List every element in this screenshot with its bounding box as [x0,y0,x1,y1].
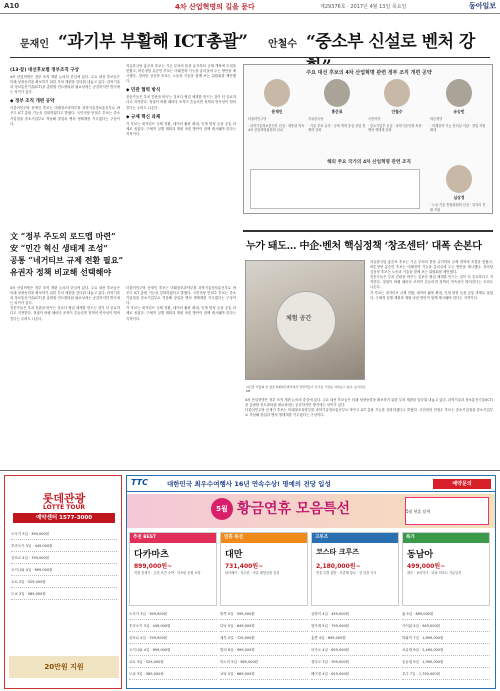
candidate-pledge: · 중소기업부 신설 · 과학기술인재 육성 · 벤처 생태계 강화 [368,123,424,132]
candidate-card [430,165,488,212]
tour-tile[interactable] [402,532,490,606]
candidate-party: 국민의당 [368,117,381,121]
tile-tag: 연휴 특선 [221,533,307,543]
infobox-title: 주요 대선 후보의 4차 산업혁명 관련 정부 조직 개편 공약 [306,70,432,76]
candidate-party: 더불어민주당 [248,117,267,121]
list-item: 오키나와 4일 · 699,000원 [11,564,117,576]
article-paragraph: 더불어민주당 문재인 후보는 미래창조과학부를 과학기술정보통신부로 바꾸고 ICT 총괄 기능을 강화하겠다고 밝혔다. 국민의당 안철수 후보는 중소기업청을 중소기업부로 격상해 창업과 벤처 생태계를 키우겠다는 구상이다. [126,286,236,306]
list-item[interactable]: 사이판 5일 · 949,000원 [402,620,490,632]
candidate-photo [446,79,472,107]
article-column-2 [126,64,236,137]
second-article-header [243,230,493,256]
article-paragraph: 4차 산업혁명은 정부 조직 개편 논의의 중심에 있다. 주요 대선 후보들은 미래 성장동력을 확보하기 위한 부처 재편을 앞다퉈 내놓고 있다. 과학기술과 정보통신기술(ICT)을 총괄할 컨트롤타워 필요성에는 공감하지만 방식에는 차이가 있다. [10,75,120,95]
ttc-banner [127,494,495,528]
pull-quote: 安 “민간 혁신 생태계 조성” [10,243,108,253]
pull-quotes [10,230,240,278]
pull-quote: 공통 “네거티브 규제 전환 필요” [10,255,124,265]
banner-title: 황금연휴 모음특선 [237,501,351,517]
article-paragraph: 더불어민주당 문재인 후보는 미래창조과학부를 과학기술정보통신부로 바꾸고 ICT 총괄 기능을 강화하겠다고 밝혔다. 국민의당 안철수 후보는 중소기업청을 중소기업부로 격상해 창업과 벤처 생태계를 키우겠다는 구상이다. [10,106,120,126]
tile-price: 2,180,000원~ [316,563,361,570]
infobox-subtitle: 해외 주요 국가의 4차 산업혁명 관련 조직 [327,160,411,165]
candidate-photo [384,79,410,107]
tile-desc: 연휴 특별 출발 · 지중해 항로 · 전 일정 식사 [316,571,377,575]
candidate-pledge: · 기존 부처 유지 · 규제 개혁 중심 산업 경쟁력 강화 [308,123,366,132]
article-paragraph: 전문가들은 부처 간판을 바꾸는 것보다 협업 체계를 만드는 것이 더 중요하다고 지적한다. 정권이 바뀔 때마다 조직이 흔들리면 정책의 연속성이 떨어진다는 우려도 나온다. [370,275,493,290]
article-column-1 [10,64,120,127]
list-item[interactable]: 상하이 4일 · 459,000원 [311,608,399,620]
article-column-4 [126,286,236,322]
list-item[interactable]: 교토 3일 · 529,000원 [129,656,217,668]
tile-name: 다카마츠 [134,550,169,560]
pull-quote: 文 “정부 주도의 로드맵 마련” [10,231,116,241]
ttc-logo: TTC [131,478,148,487]
tour-list-column [129,608,217,686]
tile-price: 731,400원~ [225,563,264,570]
list-item[interactable]: 베이징 4일 · 619,000원 [311,668,399,680]
article-paragraph: 전문가들은 부처 간판을 바꾸는 것보다 협업 체계를 만드는 것이 더 중요하다고 지적한다. 정권이 바뀔 때마다 조직이 흔들리면 정책의 연속성이 떨어진다는 우려도 나온다. [126,95,236,110]
candidate-name: 유승민 [453,109,465,114]
tour-tile[interactable] [129,532,217,606]
article-paragraph: 더불어민주당 문재인 후보는 미래창조과학부를 과학기술정보통신부로 바꾸고 ICT 총괄 기능을 강화하겠다고 밝혔다. 국민의당 안철수 후보는 중소기업청을 중소기업부로 격상해 창업과 벤처 생태계를 키우겠다는 구상이다. [245,408,493,418]
tile-name: 코스타 크루즈 [316,547,360,556]
lotte-brand-en: LOTTE TOUR [43,504,85,511]
overseas-organization-table [250,169,420,209]
article-subhead: ◆ 민관 협력 방식 [126,88,161,94]
list-item[interactable]: 오사카 3일 · 399,000원 [129,608,217,620]
candidate-pledge: · 노동·기술 통합위원회 신설 · 일자리 전환 지원 [430,203,486,212]
article-lead: (13·끝) 대선후보별 정부조직 구상 [10,68,79,73]
list-item[interactable]: 세부 5일 · 729,000원 [220,632,308,644]
list-item[interactable]: 하노이 5일 · 569,000원 [220,656,308,668]
list-item[interactable]: 장가계 5일 · 799,000원 [311,620,399,632]
tour-tile[interactable] [311,532,399,606]
list-item[interactable]: 도쿄 3일 · 589,000원 [129,668,217,680]
list-item: 오사카 3일 · 399,000원 [11,528,117,540]
article-subhead: ◆ 정부 조직 개편 공약 [10,99,55,105]
article-paragraph: 각 후보는 네거티브 규제 전환, 데이터 활용 확대, 인재 양성 등을 공통 과제로 꼽았다. 구체적 실행 계획과 재원 마련 방안이 함께 제시돼야 한다는 지적이다. [126,306,236,321]
article-paragraph: 각 후보는 네거티브 규제 전환, 데이터 활용 확대, 인재 양성 등을 공통 과제로 꼽았다. 구체적 실행 계획과 재원 마련 방안이 함께 제시돼야 한다는 지적이다. [126,121,236,136]
photo-sign-text: 체험 공간 [286,315,312,322]
article-subhead: ◆ 규제 혁신 과제 [126,114,161,120]
article-column-3 [10,286,120,322]
tile-name: 동남아 [407,550,434,560]
list-item: 교토 3일 · 529,000원 [11,576,117,588]
headline-left-quote: “과기부 부활해 ICT총괄” [58,32,248,52]
tile-price: 499,000원~ [407,563,446,570]
list-item[interactable]: 서유럽 9일 · 2,490,000원 [402,644,490,656]
section-title: 4차 산업혁명의 길을 묻다 [175,3,255,11]
tour-list [129,608,493,686]
candidate-card [248,79,306,133]
list-item[interactable]: 호주 7일 · 1,790,000원 [402,668,490,680]
tile-desc: 직항 전세기 · 온천 료칸 숙박 · 리쓰린 공원 포함 [134,571,201,575]
list-item[interactable]: 하와이 7일 · 1,899,000원 [402,632,490,644]
list-item[interactable]: 코타 5일 · 689,000원 [220,668,308,680]
candidate-name: 안철수 [391,109,403,114]
candidate-infobox [243,64,493,214]
candidate-photo [264,79,290,107]
month-badge: 5월 [211,498,233,520]
tour-tile[interactable] [220,532,308,606]
headline [10,16,490,58]
tile-name: 대만 [225,550,243,560]
lotte-list [11,528,117,600]
list-item[interactable]: 삿포로 4일 · 799,000원 [129,632,217,644]
tour-list-column [311,608,399,686]
lotte-tour-ad[interactable] [4,475,122,689]
candidate-photo [324,79,350,107]
list-item[interactable]: 마카오 4일 · 659,000원 [311,644,399,656]
tile-price: 899,000원~ [134,563,173,570]
headline-left-name: 문재인 [20,39,49,50]
article-paragraph: 자유한국당 홍준표 후보는 기존 부처의 틀을 유지하되 규제 개혁에 초점을 맞췄고, 바른정당 유승민 후보는 미래전략 기능을 총리실에 두는 방안을 제시했다. 정의당 심상정 후보는 노동과 기술을 함께 보는 위원회를 제안했다. [370,260,493,275]
tile-tag: 크루즈 [312,533,398,543]
list-item[interactable]: 오키나와 4일 · 699,000원 [129,644,217,656]
article-paragraph: 전문가들은 부처 간판을 바꾸는 것보다 협업 체계를 만드는 것이 더 중요하다고 지적한다. 정권이 바뀔 때마다 조직이 흔들리면 정책의 연속성이 떨어진다는 우려도 나온다. [10,306,120,321]
ttc-header [127,476,495,492]
article-paragraph: 4차 산업혁명은 정부 조직 개편 논의의 중심에 있다. 주요 대선 후보들은 미래 성장동력을 확보하기 위한 부처 재편을 앞다퉈 내놓고 있다. 과학기술과 정보통신기술(ICT)을 총괄할 컨트롤타워 필요성에는 공감하지만 방식에는 차이가 있다. [245,398,493,408]
tile-tag: 특가 [403,533,489,543]
list-item[interactable]: 다낭 5일 · 649,000원 [220,620,308,632]
photo-caption: 지난달 서울의 한 창조경제혁신센터에서 관람객들이 신기술 시연을 지켜보고 있다. 동아일보 DB [246,385,366,393]
lotte-promo: 20만원 지원 [9,656,119,678]
candidate-name: 홍준표 [331,109,343,114]
candidate-photo [446,165,472,193]
article-paragraph: 4차 산업혁명은 정부 조직 개편 논의의 중심에 있다. 주요 대선 후보들은 미래 성장동력을 확보하기 위한 부처 재편을 앞다퉈 내놓고 있다. 과학기술과 정보통신기술(ICT)을 총괄할 컨트롤타워 필요성에는 공감하지만 방식에는 차이가 있다. [10,286,120,306]
list-item: 후쿠오카 3일 · 449,000원 [11,540,117,552]
second-article-column-1 [370,260,493,301]
tile-desc: 타이베이 · 지우펀 · 야류 해양공원 일정 [225,571,280,575]
candidate-party: 자유한국당 [308,117,324,121]
candidate-card [430,79,488,133]
headline-right-name: 안철수 [268,39,297,50]
second-article-title: 누가 돼도… 中企·벤처 핵심정책 ‘창조센터’ 대폭 손본다 [246,241,482,252]
ttc-contact-button[interactable]: 예약문의 [433,479,491,489]
pull-quote: 유권자 정책 비교해 선택해야 [10,267,112,277]
tile-desc: 세부 · 보라카이 · 다낭 리조트 자유일정 [407,571,462,575]
list-item[interactable]: 동유럽 9일 · 1,990,000원 [402,656,490,668]
list-item[interactable]: 칭다오 3일 · 399,000원 [311,656,399,668]
holiday-calendar [405,497,489,525]
issue-date: 제29376호 · 2017년 4월 13일 목요일 [320,4,407,10]
newspaper-logo: 동아일보 [468,1,496,10]
headline-right-quote: “중소부 신설로 벤처 강 [306,32,475,52]
tour-list-column [402,608,490,686]
list-item[interactable]: 홍콩 4일 · 699,000원 [311,632,399,644]
candidate-party: 바른정당 [430,117,443,121]
second-article-column-2 [245,398,493,418]
page-header [0,0,500,14]
list-item[interactable]: 발리 6일 · 999,000원 [220,644,308,656]
candidate-card [368,79,426,133]
list-item[interactable]: 괌 5일 · 899,000원 [402,608,490,620]
page-number: A10 [4,2,20,10]
candidate-card [308,79,366,133]
list-item: 도쿄 3일 · 589,000원 [11,588,117,600]
candidate-name: 심상정 [453,195,465,200]
candidate-name: 문재인 [271,109,283,114]
ttc-slogan: 대한민국 최우수여행사 16년 연속수상! 명예의 전당 입성 [167,480,331,488]
candidate-pledge: · 미래전략 기능 총리실 이관 · 창업 지원 확대 [430,123,486,132]
candidate-pledge: · 과학기술정보통신부 신설 · 대통령 직속 4차 산업혁명위원회 설치 [248,123,305,132]
lotte-brand: 롯데관광 [42,492,86,505]
list-item[interactable]: 후쿠오카 3일 · 449,000원 [129,620,217,632]
article-paragraph: 자유한국당 홍준표 후보는 기존 부처의 틀을 유지하되 규제 개혁에 초점을 맞췄고, 바른정당 유승민 후보는 미래전략 기능을 총리실에 두는 방안을 제시했다. 정의당 심상정 후보는 노동과 기술을 함께 보는 위원회를 제안했다. [126,64,236,84]
ttc-tour-ad[interactable] [126,475,496,689]
list-item[interactable]: 방콕 5일 · 599,000원 [220,608,308,620]
tour-list-column [220,608,308,686]
calendar-label: 5월 연휴 달력 [406,509,431,514]
lotte-phone: 예약센터 1577-3000 [13,513,115,523]
article-paragraph: 각 후보는 네거티브 규제 전환, 데이터 활용 확대, 인재 양성 등을 공통 과제로 꼽았다. 구체적 실행 계획과 재원 마련 방안이 함께 제시돼야 한다는 지적이다. [370,290,493,300]
advertisement-area [0,470,500,691]
tile-tag: 추천 BEST [130,533,216,543]
list-item: 삿포로 4일 · 799,000원 [11,552,117,564]
article-photo [245,260,366,393]
